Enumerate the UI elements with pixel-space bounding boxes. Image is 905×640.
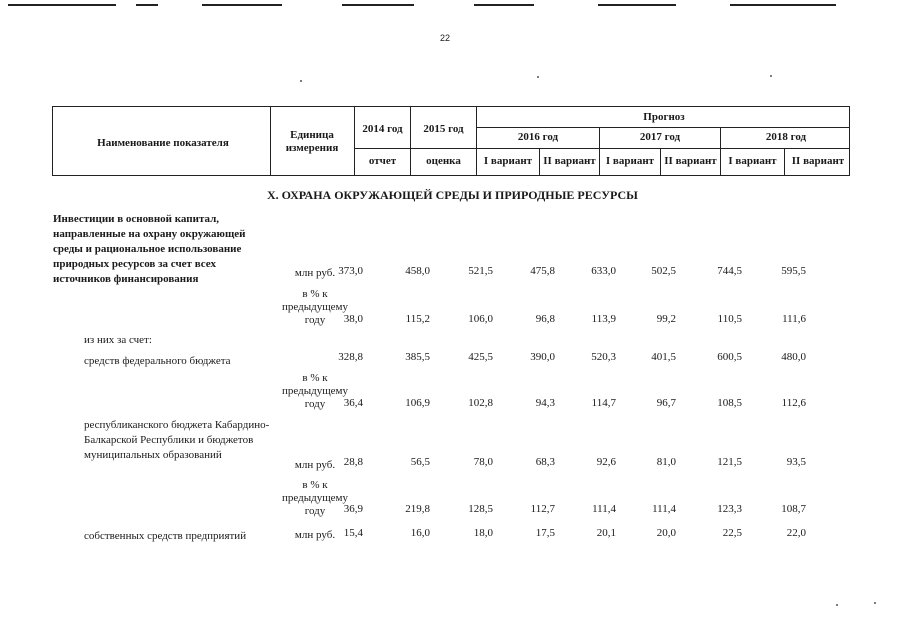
value-cell: 68,3 [535, 456, 555, 468]
value-cell: 15,4 [343, 527, 363, 539]
unit-republic-budget: млн руб. [294, 459, 336, 471]
value-cell: 111,4 [652, 503, 676, 515]
scan-speck [300, 80, 302, 82]
value-cell: 20,1 [596, 527, 616, 539]
value-cell: 219,8 [405, 503, 430, 515]
value-cell: 36,9 [343, 503, 363, 515]
page-number: 22 [440, 33, 451, 43]
value-cell: 112,7 [530, 503, 555, 515]
subheader-2017-variant-1: I вариант [605, 155, 655, 167]
value-cell: 112,6 [781, 397, 806, 409]
unit-total-investment: млн руб. [294, 267, 336, 279]
subheader-2018-variant-1: I вариант [728, 155, 777, 167]
value-cell: 633,0 [591, 265, 616, 277]
column-header-forecast: Прогноз [643, 111, 685, 123]
value-cell: 93,5 [786, 456, 806, 468]
value-cell: 113,9 [591, 313, 616, 325]
scan-speck [537, 76, 539, 78]
value-cell: 458,0 [405, 265, 430, 277]
unit-republic-budget-pct: в % к предыдущему году [281, 479, 349, 517]
value-cell: 108,7 [781, 503, 806, 515]
value-cell: 401,5 [651, 351, 676, 363]
value-cell: 115,2 [405, 313, 430, 325]
value-cell: 22,5 [722, 527, 742, 539]
value-cell: 94,3 [535, 397, 555, 409]
value-cell: 16,0 [410, 527, 430, 539]
column-header-2017: 2017 год [639, 131, 681, 143]
subheader-2017-variant-2: II вариант [664, 155, 717, 167]
row-label-enterprise-funds: собственных средств предприятий [84, 530, 247, 542]
unit-enterprise-funds: млн руб. [294, 529, 336, 541]
scan-line [598, 4, 676, 6]
column-header-2015: 2015 год [423, 123, 464, 135]
value-cell: 28,8 [343, 456, 363, 468]
unit-total-investment-pct: в % к предыдущему году [281, 288, 349, 326]
value-cell: 96,8 [535, 313, 555, 325]
value-cell: 121,5 [717, 456, 742, 468]
unit-federal-budget-pct: в % к предыдущему году [281, 372, 349, 410]
value-cell: 106,9 [405, 397, 430, 409]
value-cell: 502,5 [651, 265, 676, 277]
scan-line [474, 4, 534, 6]
value-cell: 18,0 [473, 527, 493, 539]
scan-speck [874, 602, 876, 604]
value-cell: 92,6 [596, 456, 616, 468]
scan-line [730, 4, 836, 6]
value-cell: 328,8 [338, 351, 363, 363]
value-cell: 22,0 [786, 527, 806, 539]
scan-line [8, 4, 116, 6]
value-cell: 128,5 [468, 503, 493, 515]
value-cell: 106,0 [468, 313, 493, 325]
value-cell: 390,0 [530, 351, 555, 363]
value-cell: 111,6 [782, 313, 806, 325]
row-label-of-which: из них за счет: [84, 334, 152, 346]
section-title: X. ОХРАНА ОКРУЖАЮЩЕЙ СРЕДЫ И ПРИРОДНЫЕ РЕСУРСЫ [267, 188, 638, 202]
value-cell: 480,0 [781, 351, 806, 363]
column-header-name: Наименование показателя [97, 137, 229, 149]
value-cell: 56,5 [410, 456, 430, 468]
value-cell: 600,5 [717, 351, 742, 363]
value-cell: 425,5 [468, 351, 493, 363]
value-cell: 102,8 [468, 397, 493, 409]
value-cell: 81,0 [656, 456, 676, 468]
scan-line [342, 4, 414, 6]
subheader-2016-variant-1: I вариант [483, 155, 533, 167]
value-cell: 78,0 [473, 456, 493, 468]
subheader-2018-variant-2: II вариант [791, 155, 845, 167]
value-cell: 108,5 [717, 397, 742, 409]
column-header-2016: 2016 год [517, 131, 559, 143]
subheader-estimate: оценка [426, 155, 461, 167]
row-label-total-investment: Инвестиции в основной капитал, направленные на охрану окружающей среды и рациональное использование природных ресурсов за счет всех источников финансирования [53, 213, 246, 285]
value-cell: 17,5 [535, 527, 555, 539]
value-cell: 475,8 [530, 265, 555, 277]
value-cell: 373,0 [338, 265, 363, 277]
subheader-report: отчет [368, 155, 397, 167]
value-cell: 38,0 [343, 313, 363, 325]
value-cell: 123,3 [717, 503, 742, 515]
scan-speck [770, 75, 772, 77]
value-cell: 744,5 [717, 265, 742, 277]
scan-line [202, 4, 282, 6]
row-label-republic-budget: республиканского бюджета Кабардино-Балкарской Республики и бюджетов муниципальных образований [84, 419, 270, 461]
value-cell: 385,5 [405, 351, 430, 363]
value-cell: 595,5 [781, 265, 806, 277]
row-label-federal-budget: средств федерального бюджета [84, 355, 231, 367]
value-cell: 99,2 [656, 313, 676, 325]
value-cell: 20,0 [656, 527, 676, 539]
value-cell: 110,5 [717, 313, 742, 325]
value-cell: 36,4 [343, 397, 363, 409]
value-cell: 521,5 [468, 265, 493, 277]
value-cell: 520,3 [591, 351, 616, 363]
value-cell: 111,4 [592, 503, 616, 515]
subheader-2016-variant-2: II вариант [543, 155, 596, 167]
column-header-2014: 2014 год [362, 123, 403, 135]
scan-speck [836, 604, 838, 606]
scan-line [136, 4, 158, 6]
value-cell: 96,7 [656, 397, 676, 409]
column-header-unit: Единица измерения [285, 129, 339, 154]
value-cell: 114,7 [591, 397, 616, 409]
table-header [52, 106, 850, 176]
column-header-2018: 2018 год [765, 131, 807, 143]
